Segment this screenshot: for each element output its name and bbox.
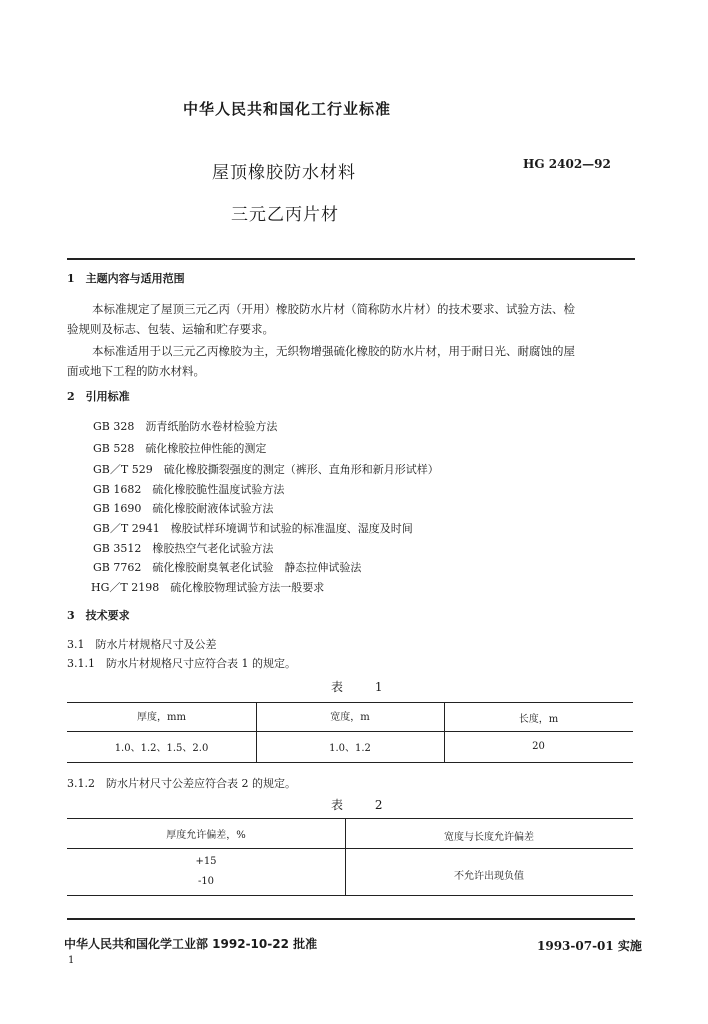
table-2-top-rule <box>67 818 633 819</box>
reference-item: GB 1690 硫化橡胶耐液体试验方法 <box>93 502 274 515</box>
reference-item: GB 3512 橡胶热空气老化试验方法 <box>93 542 274 555</box>
thickness-tolerance-upper: +15 <box>195 856 217 867</box>
reference-item: GB 528 硫化橡胶拉伸性能的测定 <box>93 442 267 455</box>
table-1-bottom-rule <box>67 762 633 763</box>
section-3-heading: 3 技术要求 <box>67 609 130 622</box>
reference-item: GB 328 沥青纸胎防水卷材检验方法 <box>93 420 278 433</box>
section-2-heading: 2 引用标准 <box>67 390 130 403</box>
section-1-paragraph-1-line-2: 验规则及标志、包装、运输和贮存要求。 <box>67 322 274 336</box>
approval-line: 中华人民共和国化学工业部 1992-10-22 批准 <box>64 937 318 951</box>
table-2-bottom-rule <box>67 895 633 896</box>
clause-3-1: 3.1 防水片材规格尺寸及公差 <box>67 638 217 651</box>
section-1-paragraph-2-line-2: 面或地下工程的防水材料。 <box>67 364 205 378</box>
reference-item: GB 1682 硫化橡胶脆性温度试验方法 <box>93 483 285 496</box>
clause-3-1-1: 3.1.1 防水片材规格尺寸应符合表 1 的规定。 <box>67 657 296 670</box>
table-1-header-cell: 厚度，mm <box>137 712 186 723</box>
table-2-caption: 表 2 <box>331 798 397 812</box>
table-1-data-cell: 1.0、1.2、1.5、2.0 <box>114 743 209 754</box>
table-1-top-rule <box>67 702 633 703</box>
thickness-tolerance-lower: -10 <box>197 876 215 887</box>
reference-item: HG／T 2198 硫化橡胶物理试验方法一般要求 <box>91 581 325 594</box>
table-2-header-cell: 厚度允许偏差，% <box>166 830 246 841</box>
document-title-line1: 屋顶橡胶防水材料 <box>212 163 356 183</box>
table-1-data-cell: 20 <box>532 741 545 752</box>
table-1-header-cell: 长度，m <box>518 714 559 725</box>
effective-date: 1993-07-01 实施 <box>537 939 642 953</box>
document-title-line2: 三元乙丙片材 <box>231 205 339 225</box>
standard-code: HG 2402—92 <box>523 157 611 171</box>
table-2-header-rule <box>67 848 633 849</box>
section-1-paragraph-2-line-1: 本标准适用于以三元乙丙橡胶为主，无织物增强硫化橡胶的防水片材，用于耐日光、耐腐蚀的屋 <box>92 344 575 358</box>
table-2-header-cell: 宽度与长度允许偏差 <box>444 832 534 843</box>
section-1-heading: 1 主题内容与适用范围 <box>67 272 185 285</box>
reference-item: GB 7762 硫化橡胶耐臭氧老化试验 静态拉伸试验法 <box>93 561 362 574</box>
section-1-paragraph-1-line-1: 本标准规定了屋顶三元乙丙（开用）橡胶防水片材（简称防水片材）的技术要求、试验方法、检 <box>92 302 575 316</box>
clause-3-1-2: 3.1.2 防水片材尺寸公差应符合表 2 的规定。 <box>67 777 296 790</box>
reference-item: GB／T 2941 橡胶试样环境调节和试验的标准温度、湿度及时间 <box>93 522 413 535</box>
page-number: 1 <box>68 955 75 966</box>
issuing-organization: 中华人民共和国化工行业标准 <box>183 100 392 118</box>
footer-divider <box>67 918 635 920</box>
header-divider <box>67 258 635 260</box>
reference-item: GB／T 529 硫化橡胶撕裂强度的测定（裤形、直角形和新月形试样） <box>93 463 439 476</box>
table-1-caption: 表 1 <box>331 680 397 694</box>
table-1-data-cell: 1.0、1.2 <box>329 743 371 754</box>
table-1-header-cell: 宽度，m <box>330 712 370 723</box>
width-length-tolerance: 不允许出现负值 <box>454 871 524 882</box>
table-1-header-rule <box>67 731 633 732</box>
